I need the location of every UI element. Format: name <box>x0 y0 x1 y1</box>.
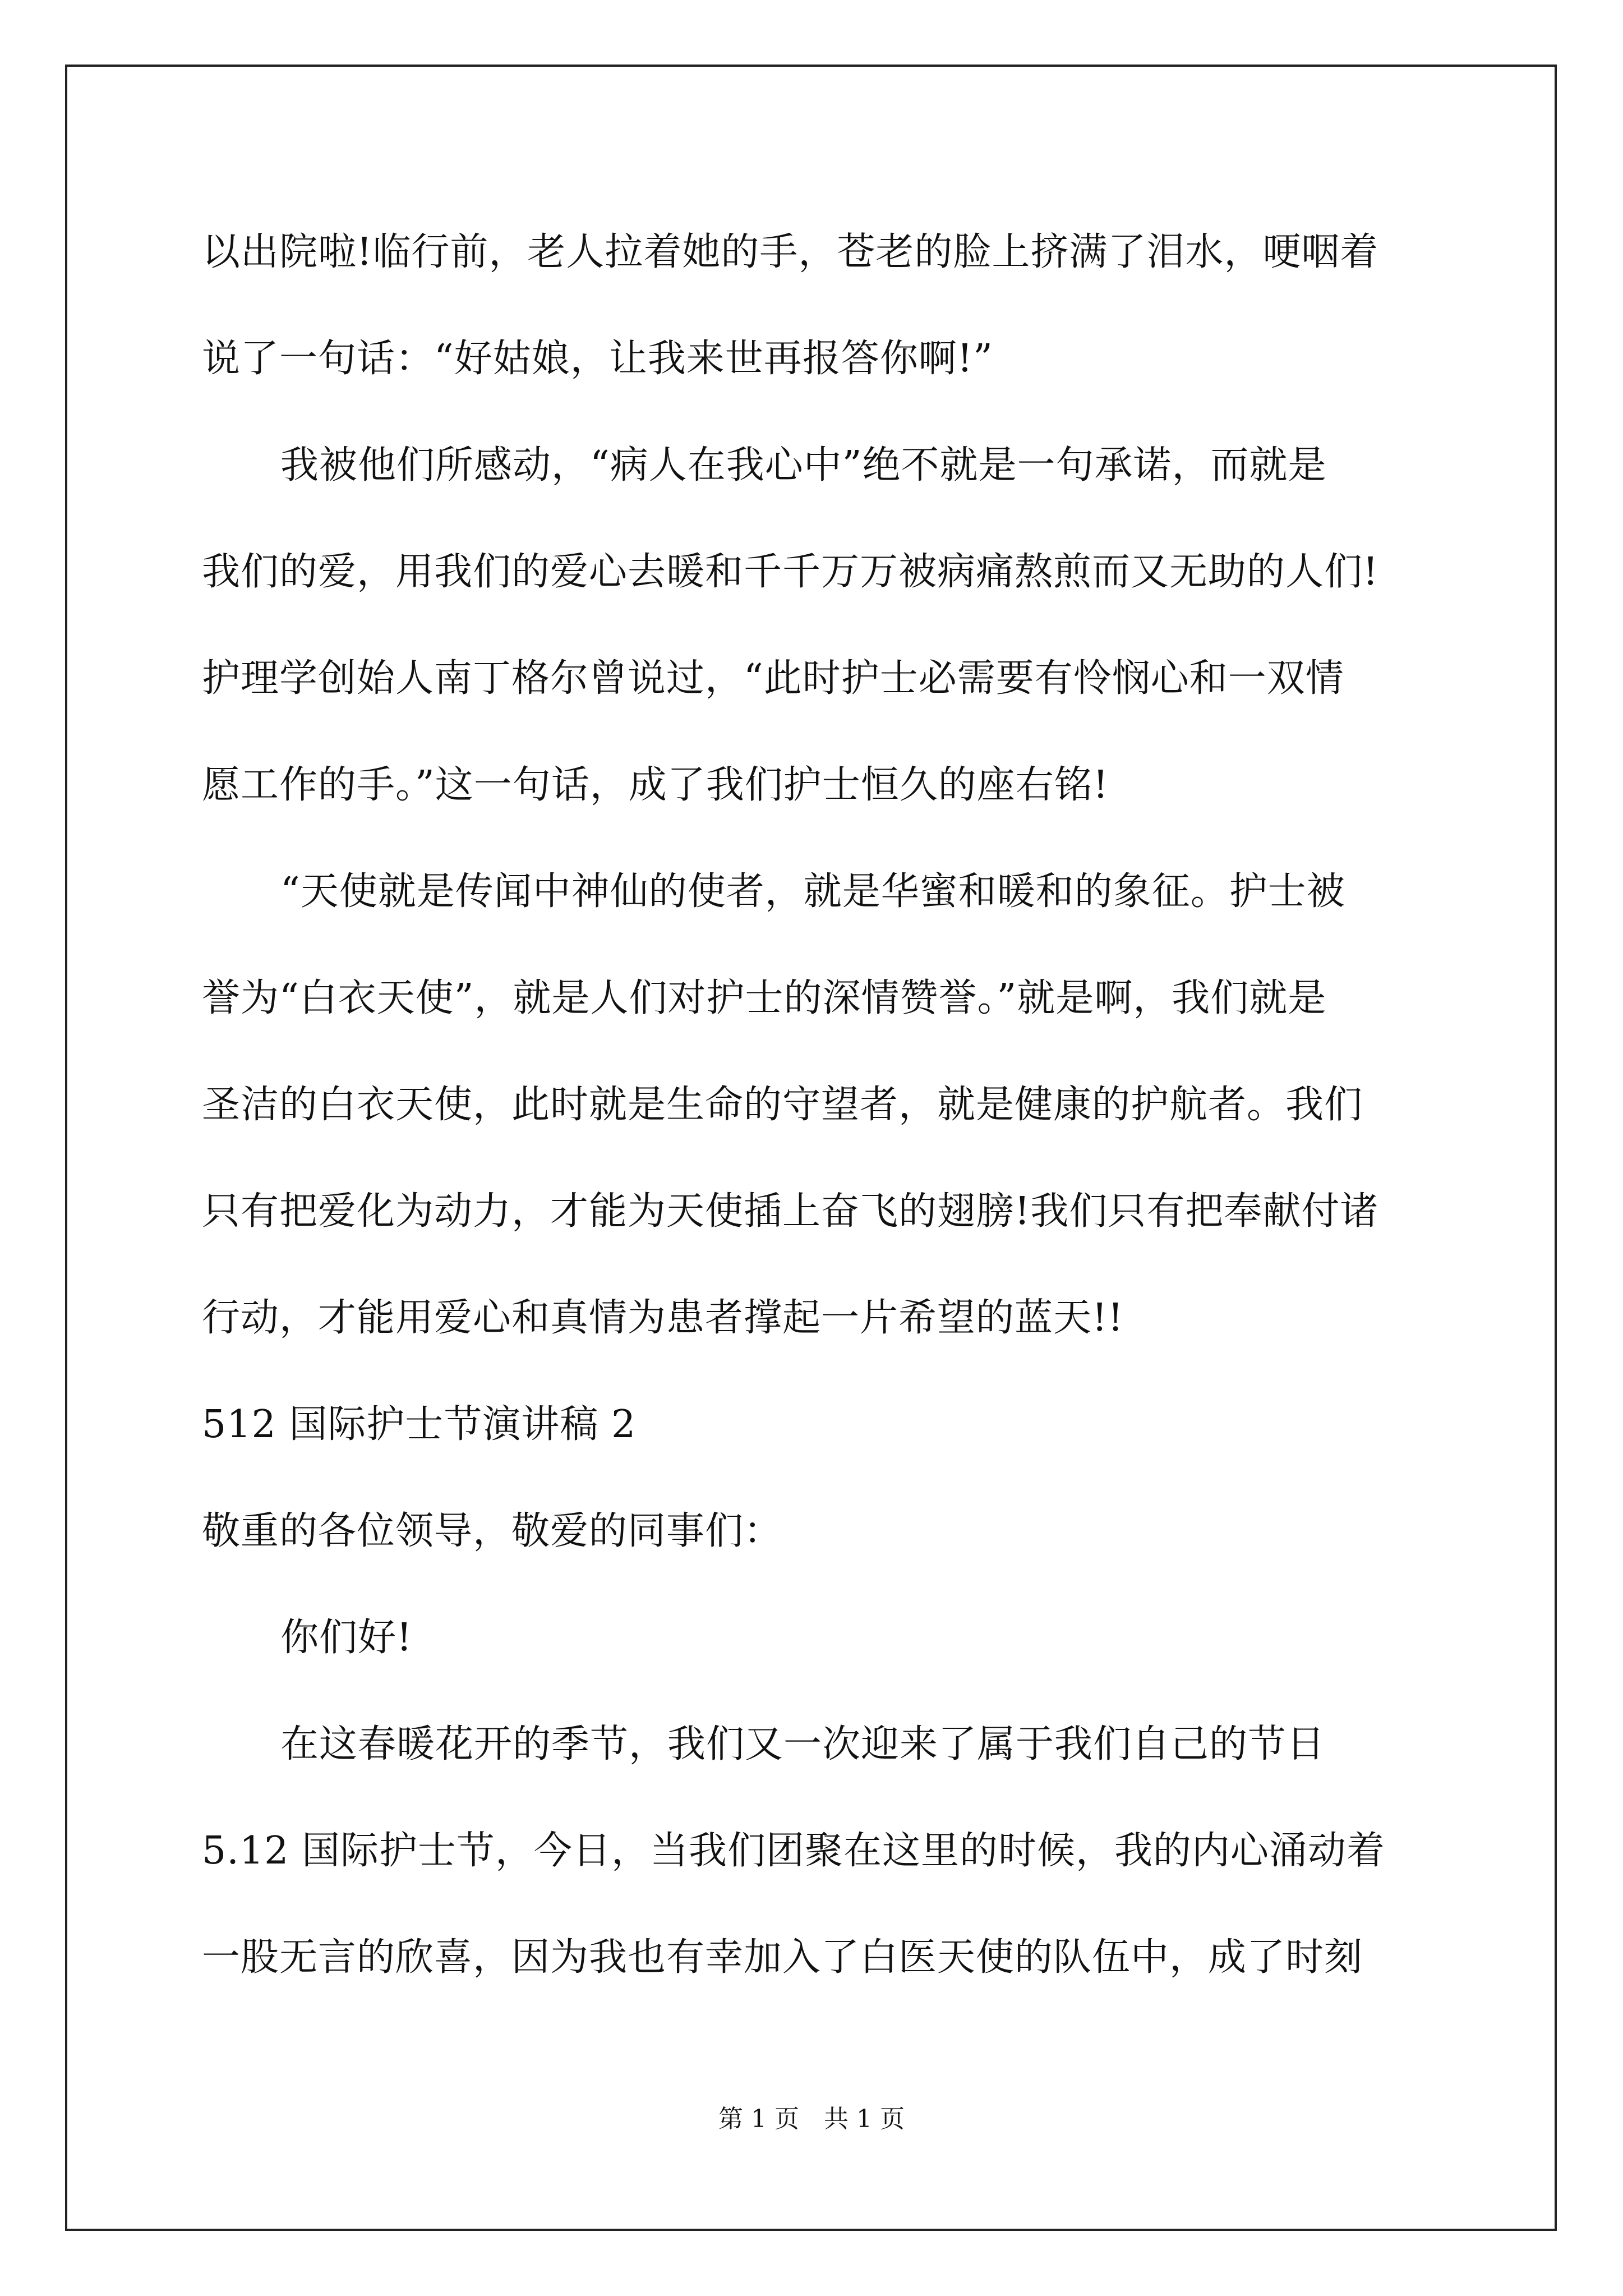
paragraph-start: 我被他们所感动，“病人在我心中”绝不就是一句承诺，而就是 <box>280 443 1327 487</box>
text-line: 圣洁的白衣天使，此时就是生命的守望者，就是健康的护航者。我们 <box>202 1083 1363 1127</box>
paragraph-start: “天使就是传闻中神仙的使者，就是华蜜和暖和的象征。护士被 <box>280 869 1345 914</box>
text-line: 我们的爱，用我们的爱心去暖和千千万万被病痛熬煎而又无助的人们! <box>202 550 1379 594</box>
text-line: 5.12 国际护士节，今日，当我们团聚在这里的时候，我的内心涌动着 <box>202 1829 1386 1873</box>
text-line: 以出院啦!临行前，老人拉着她的手，苍老的脸上挤满了泪水，哽咽着 <box>202 230 1379 274</box>
paragraph-start: 在这春暖花开的季节，我们又一次迎来了属于我们自己的节日 <box>280 1722 1326 1766</box>
text-line: 护理学创始人南丁格尔曾说过，“此时护士必需要有怜悯心和一双情 <box>202 656 1344 701</box>
text-line: 愿工作的手。”这一句话，成了我们护士恒久的座右铭! <box>202 763 1109 807</box>
document-body <box>202 219 1424 2031</box>
text-line: 行动，才能用爱心和真情为患者撑起一片希望的蓝天!! <box>202 1296 1124 1340</box>
text-line: 誉为“白衣天使”，就是人们对护士的深情赞誉。”就是啊，我们就是 <box>202 976 1327 1020</box>
text-line: 只有把爱化为动力，才能为天使插上奋飞的翅膀!我们只有把奉献付诸 <box>202 1189 1379 1234</box>
section-heading: 512 国际护士节演讲稿 2 <box>202 1402 637 1447</box>
text-line: 一股无言的欣喜，因为我也有幸加入了白医天使的队伍中，成了时刻 <box>202 1935 1363 1980</box>
greeting: 你们好! <box>280 1616 413 1660</box>
text-line: 说了一句话：“好姑娘，让我来世再报答你啊!” <box>202 337 993 381</box>
salutation: 敬重的各位领导，敬爱的同事们： <box>202 1509 783 1553</box>
page-footer: 第 1 页 共 1 页 <box>718 2105 905 2133</box>
